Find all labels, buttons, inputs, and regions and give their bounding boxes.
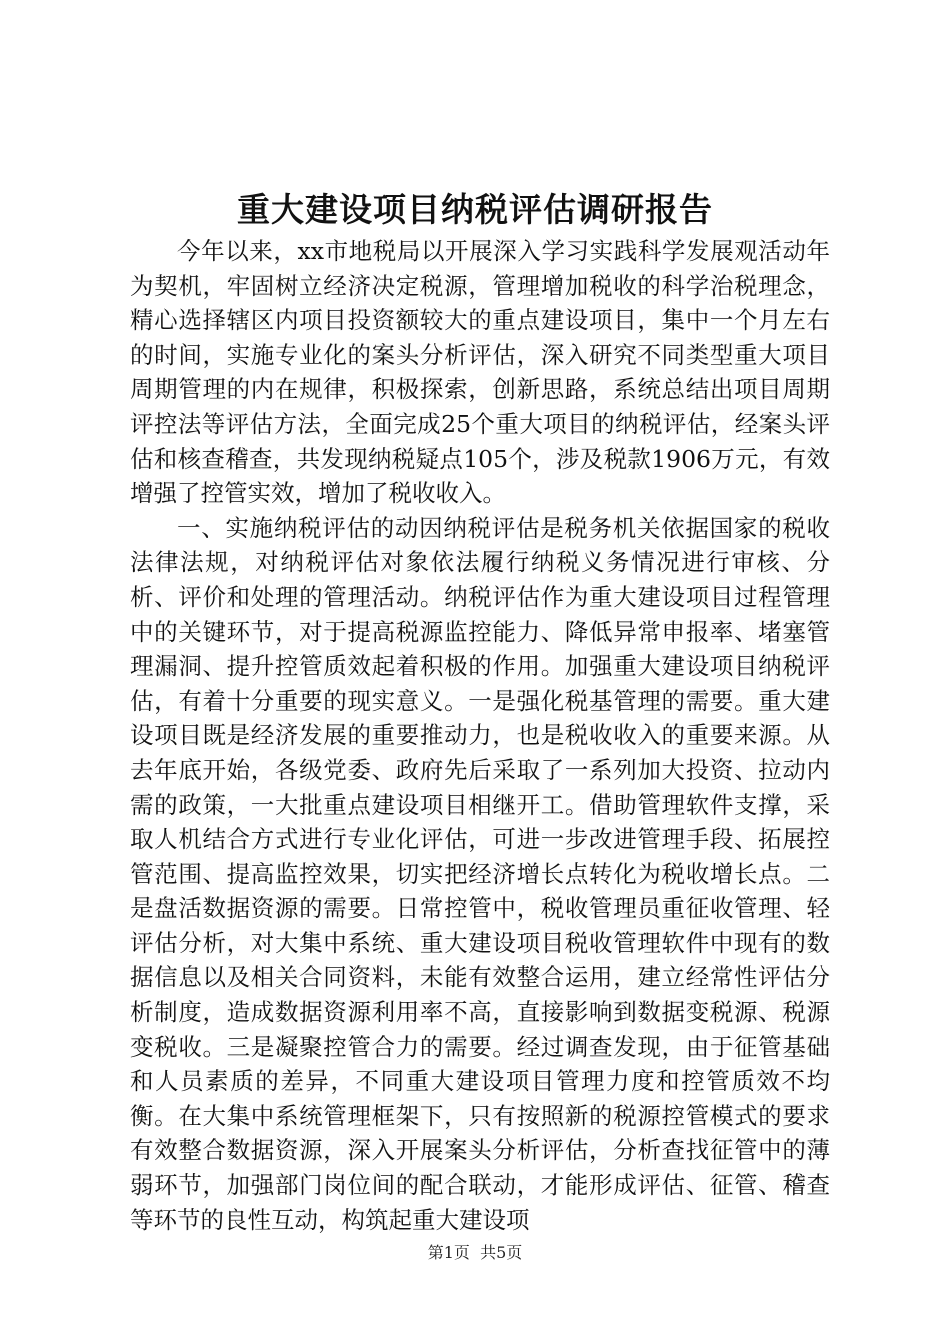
page-total: 共5页 [480,1243,523,1262]
page-number: 第1页 [427,1243,470,1262]
document-title: 重大建设项目纳税评估调研报告 [237,190,713,229]
page-footer [0,1241,950,1265]
paragraph-section-one: 一、实施纳税评估的动因纳税评估是税务机关依据国家的税收法律法规，对纳税评估对象依法履行纳税义务情况进行审核、分析、评价和处理的管理活动。纳税评估作为重大建设项目过程管理中的关键环节，对于提高税源监控能力、降低异常申报率、堵塞管理漏洞、提升控管质效起着积极的作用。加强重大建设项目纳税评估，有着十分重要的现实意义。一是强化税基管理的需要。重大建设项目既是经济发展的重要推动力，也是税收收入的重要来源。从去年底开始，各级党委、政府先后采取了一系列加大投资、拉动内需的政策，一大批重点建设项目相继开工。借助管理软件支撑，采取人机结合方式进行专业化评估，可进一步改进管理手段、拓展控管范围、提高监控效果，切实把经济增长点转化为税收增长点。二是盘活数据资源的需要。日常控管中，税收管理员重征收管理、轻评估分析，对大集中系统、重大建设项目税收管理软件中现有的数据信息以及相关合同资料，未能有效整合运用，建立经常性评估分析制度，造成数据资源利用率不高，直接影响到数据变税源、税源变税收。三是凝聚控管合力的需要。经过调查发现，由于征管基础和人员素质的差异，不同重大建设项目管理力度和控管质效不均衡。在大集中系统管理框架下，只有按照新的税源控管模式的要求有效整合数据资源，深入开展案头分析评估，分析查找征管中的薄弱环节，加强部门岗位间的配合联动，才能形成评估、征管、稽查等环节的良性互动，构筑起重大建设项 [130,513,830,1234]
paragraph-intro: 今年以来，xx市地税局以开展深入学习实践科学发展观活动年为契机，牢固树立经济决定税源，管理增加税收的科学治税理念，精心选择辖区内项目投资额较大的重点建设项目，集中一个月左右的时间，实施专业化的案头分析评估，深入研究不同类型重大项目周期管理的内在规律，积极探索，创新思路，系统总结出项目周期评控法等评估方法，全面完成25个重大项目的纳税评估，经案头评估和核查稽查，共发现纳税疑点105个，涉及税款1906万元，有效增强了控管实效，增加了税收收入。 [130,237,830,508]
document-body [130,234,830,1237]
footer-spacer [470,1243,480,1262]
